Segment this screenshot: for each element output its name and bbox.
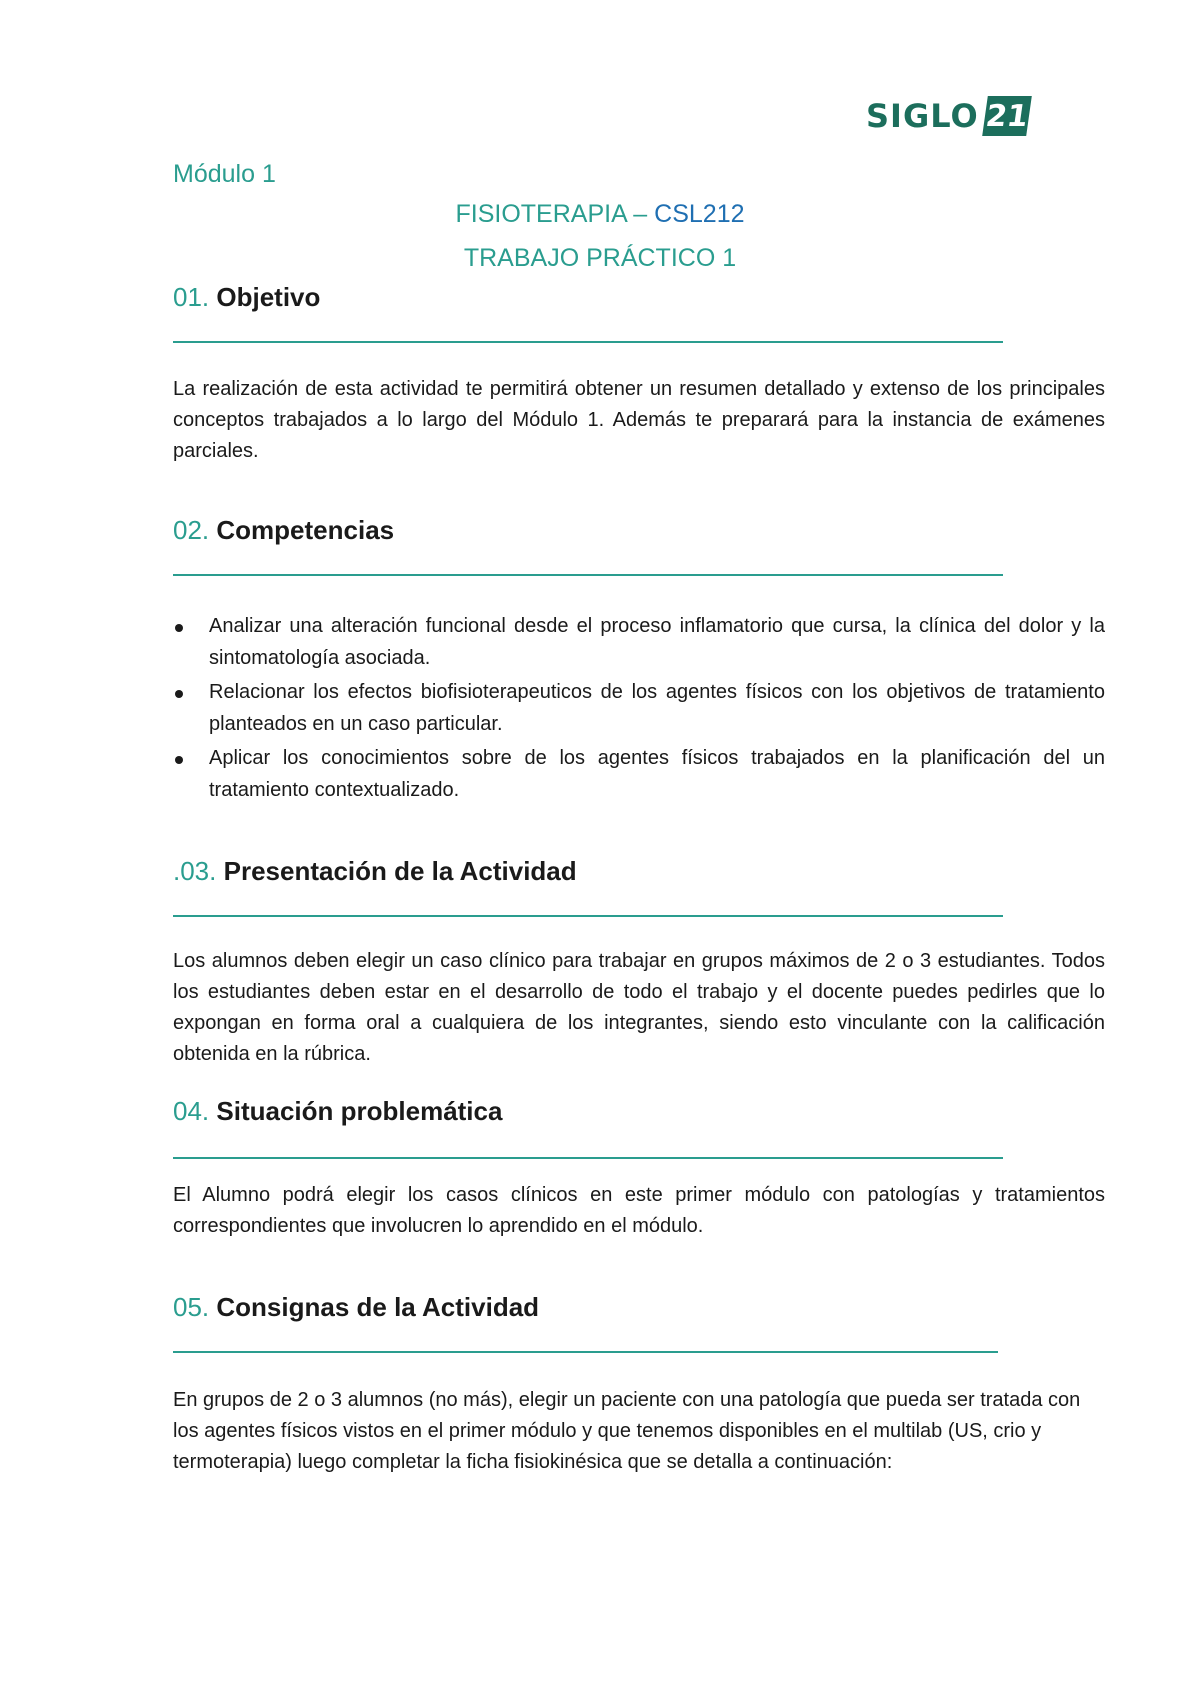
competencias-list — [173, 610, 1105, 808]
bullet-icon — [175, 756, 183, 764]
section-divider — [173, 1351, 998, 1353]
course-code: CSL212 — [654, 200, 745, 228]
section-divider — [173, 915, 1003, 917]
section-title: Presentación de la Actividad — [223, 856, 577, 886]
section-number: 02. — [173, 515, 210, 545]
section-number: 01. — [173, 282, 210, 312]
section-title: Situación problemática — [216, 1096, 503, 1126]
assignment-title: TRABAJO PRÁCTICO 1 — [463, 244, 737, 272]
list-item-text: Analizar una alteración funcional desde el proceso inflamatorio que cursa, la clínica del dolor y la sintomatología asociada. — [209, 615, 1105, 669]
section-title: Objetivo — [216, 282, 321, 312]
section-title: Consignas de la Actividad — [216, 1292, 540, 1322]
section-divider — [173, 341, 1003, 343]
section-heading-presentacion — [173, 856, 577, 887]
section-text-consignas: En grupos de 2 o 3 alumnos (no más), elegir un paciente con una patología que pueda ser tratada con los agentes físicos vistos en el primer módulo y que tenemos disponibles en el multilab (US, crio y termoterapia) luego completar la ficha fisiokinésica que se detalla a continuación: — [173, 1389, 1081, 1473]
section-divider — [173, 574, 1003, 576]
section-text-situacion: El Alumno podrá elegir los casos clínicos en este primer módulo con patologías y tratamientos correspondientes que involucren lo aprendido en el módulo. — [173, 1184, 1105, 1237]
section-heading-objetivo — [173, 282, 320, 313]
section-number: .03. — [173, 856, 217, 886]
list-item — [173, 676, 1105, 740]
bullet-icon — [175, 624, 183, 632]
section-text-presentacion: Los alumnos deben elegir un caso clínico para trabajar en grupos máximos de 2 o 3 estudiantes. Todos los estudiantes deben estar en el desarrollo de todo el trabajo y el docente puedes pedirles que lo expongan en forma oral a cualquiera de los integrantes, siendo esto vinculante con la calificación obtenida en la rúbrica. — [173, 950, 1105, 1065]
list-item — [173, 742, 1105, 806]
section-number: 04. — [173, 1096, 210, 1126]
section-heading-consignas — [173, 1292, 539, 1323]
section-heading-situacion — [173, 1096, 502, 1127]
bullet-icon — [175, 690, 183, 698]
list-item-text: Relacionar los efectos biofisioterapeuticos de los agentes físicos con los objetivos de tratamiento planteados en un caso particular. — [209, 681, 1105, 735]
list-item-text: Aplicar los conocimientos sobre de los agentes físicos trabajados en la planificación del un tratamiento contextualizado. — [209, 747, 1105, 801]
subject-title — [0, 200, 1200, 229]
section-title: Competencias — [216, 515, 395, 545]
logo-badge: 21 — [982, 96, 1032, 136]
section-divider — [173, 1157, 1003, 1159]
section-number: 05. — [173, 1292, 210, 1322]
module-label: Módulo 1 — [173, 160, 276, 188]
subject-name: FISIOTERAPIA – — [455, 200, 655, 228]
section-heading-competencias — [173, 515, 394, 546]
list-item — [173, 610, 1105, 674]
section-text-objetivo: La realización de esta actividad te permitirá obtener un resumen detallado y extenso de los principales conceptos trabajados a lo largo del Módulo 1. Además te preparará para la instancia de exámenes parciales. — [173, 378, 1105, 462]
siglo21-logo — [866, 96, 1029, 136]
logo-text: SIGLO — [866, 97, 979, 135]
